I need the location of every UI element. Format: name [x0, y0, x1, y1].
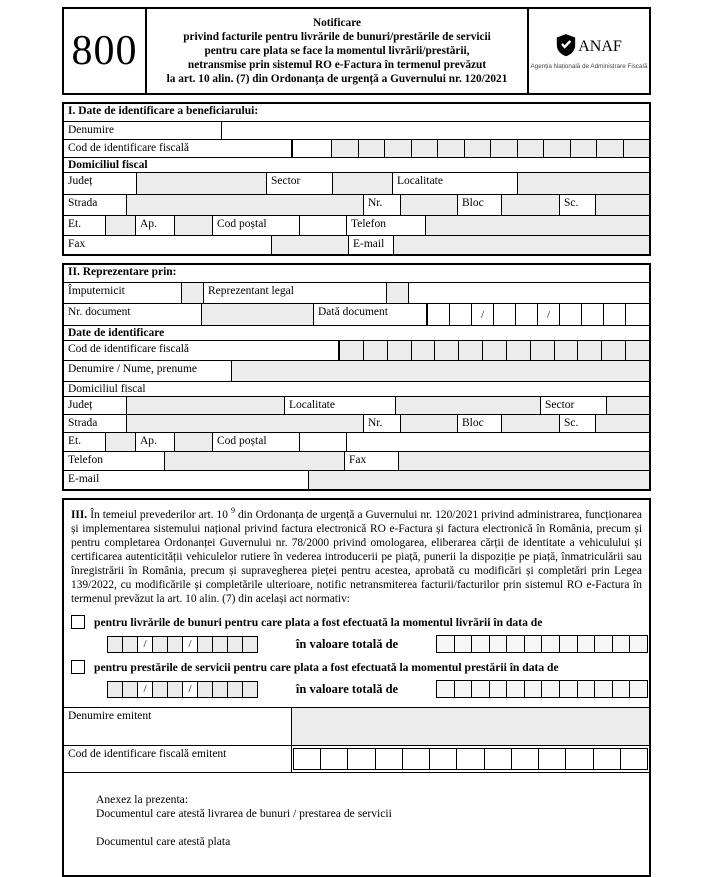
char-cell[interactable] — [107, 636, 123, 653]
data-document-label: Dată document — [313, 304, 427, 325]
issuer-table — [64, 707, 649, 773]
annex-doc-delivery: Documentul care atestă livrarea de bunuri / prestarea de servicii — [96, 807, 392, 821]
char-cell[interactable] — [167, 681, 183, 698]
denumire-label: Denumire — [64, 122, 222, 139]
char-cell[interactable] — [292, 140, 332, 157]
char-cell[interactable] — [577, 635, 596, 653]
char-cell[interactable] — [456, 748, 484, 770]
char-cell[interactable] — [402, 748, 430, 770]
char-cell[interactable] — [458, 341, 483, 360]
row-strada-2 — [64, 414, 649, 432]
char-cell[interactable] — [331, 140, 359, 157]
nr-label: Nr. — [363, 195, 401, 215]
option-goods — [71, 615, 649, 629]
char-cell[interactable] — [489, 680, 508, 698]
goods-option-label: pentru livrările de bunuri pentru care plata a fost efectuată la momentul livrării în data de — [94, 615, 543, 629]
domiciliu-fiscal-heading: Domiciliul fiscal — [64, 381, 649, 396]
judet-label: Județ — [64, 173, 137, 194]
char-cell[interactable] — [449, 304, 472, 325]
char-cell[interactable] — [387, 341, 412, 360]
spacer — [409, 283, 649, 303]
char-cell[interactable] — [363, 341, 388, 360]
fax-label: Fax — [344, 452, 399, 470]
cod-fiscal-cells — [292, 140, 649, 157]
cod-fiscal-emitent-cells — [292, 746, 649, 772]
et-label: Et. — [64, 216, 106, 235]
email-input[interactable] — [309, 471, 649, 489]
char-cell[interactable] — [411, 341, 436, 360]
ap-input[interactable] — [175, 433, 213, 451]
fax-label: Fax — [64, 236, 272, 254]
cod-fiscal-cells — [339, 341, 649, 360]
char-cell[interactable] — [594, 635, 613, 653]
char-cell[interactable] — [493, 304, 516, 325]
form-800 — [62, 7, 651, 877]
char-cell[interactable] — [471, 680, 490, 698]
char-cell[interactable] — [612, 680, 631, 698]
date-separator: / — [137, 636, 153, 653]
telefon-input[interactable] — [165, 452, 345, 470]
form-title — [145, 7, 529, 95]
localitate-input[interactable] — [396, 397, 541, 414]
row-etaj-2 — [64, 432, 649, 451]
imputernicit-checkbox[interactable] — [182, 283, 204, 303]
sc-input[interactable] — [596, 415, 649, 432]
title-line: netransmise prin sistemul RO e-Factura în termenul prevăzut — [187, 59, 487, 71]
reprezentant-legal-checkbox[interactable] — [387, 283, 409, 303]
row-fax — [64, 235, 649, 254]
char-cell[interactable] — [554, 341, 579, 360]
localitate-label: Localitate — [284, 397, 396, 414]
services-option-label: pentru prestările de servicii pentru care plata a fost efectuată la momentul prestării în data de — [94, 660, 559, 674]
ap-label: Ap. — [135, 433, 175, 451]
char-cell[interactable] — [212, 681, 228, 698]
imputernicit-label: Împuternicit — [64, 283, 182, 303]
section-2-title: II. Reprezentare prin: — [68, 266, 177, 278]
services-value-cells — [436, 680, 648, 698]
char-cell[interactable] — [339, 341, 364, 360]
judet-label: Județ — [64, 397, 127, 414]
goods-values — [107, 635, 649, 653]
char-cell[interactable] — [471, 635, 490, 653]
char-cell[interactable] — [411, 140, 439, 157]
form-number-box — [62, 7, 147, 95]
section-3-notification — [62, 498, 651, 877]
char-cell[interactable] — [538, 748, 566, 770]
form-header — [62, 7, 651, 95]
nr-input[interactable] — [401, 195, 458, 215]
char-cell[interactable] — [623, 140, 650, 157]
date-separator: / — [537, 304, 560, 325]
char-cell[interactable] — [570, 140, 598, 157]
char-cell[interactable] — [227, 681, 243, 698]
goods-date-cells — [107, 636, 258, 653]
char-cell[interactable] — [482, 341, 507, 360]
cod-postal-input[interactable] — [300, 216, 347, 235]
superscript-9: 9 — [230, 506, 235, 515]
char-cell[interactable] — [454, 635, 473, 653]
char-cell[interactable] — [596, 140, 624, 157]
sc-label: Sc. — [559, 415, 596, 432]
row-denumire — [64, 121, 649, 139]
row-etaj — [64, 215, 649, 235]
char-cell[interactable] — [197, 681, 213, 698]
fax-input[interactable] — [272, 236, 349, 254]
option-services — [71, 660, 649, 674]
title-line: privind facturile pentru livrările de bunuri/prestările de servicii — [183, 31, 491, 43]
char-cell[interactable] — [541, 635, 560, 653]
goods-value-label: în valoare totală de — [295, 636, 399, 651]
char-cell[interactable] — [541, 680, 560, 698]
char-cell[interactable] — [293, 748, 321, 770]
char-cell[interactable] — [320, 748, 348, 770]
row-cod-fiscal-emitent — [64, 745, 649, 772]
fax-input[interactable] — [399, 452, 649, 470]
strada-label: Strada — [64, 195, 127, 215]
char-cell[interactable] — [227, 636, 243, 653]
row-cod-fiscal-2 — [64, 340, 649, 360]
strada-input[interactable] — [127, 195, 364, 215]
goods-value-cells — [436, 635, 648, 653]
row-cod-fiscal — [64, 139, 649, 157]
sector-label: Sector — [266, 173, 333, 194]
char-cell[interactable] — [167, 636, 183, 653]
goods-checkbox[interactable] — [71, 615, 85, 629]
char-cell[interactable] — [625, 341, 649, 360]
char-cell[interactable] — [577, 341, 602, 360]
email-label: E-mail — [64, 471, 309, 489]
char-cell[interactable] — [152, 636, 168, 653]
bloc-label: Bloc — [457, 195, 502, 215]
char-cell[interactable] — [593, 748, 621, 770]
char-cell[interactable] — [620, 748, 648, 770]
char-cell[interactable] — [543, 140, 571, 157]
denumire-nume-input[interactable] — [232, 361, 649, 381]
char-cell[interactable] — [581, 304, 604, 325]
char-cell[interactable] — [530, 341, 555, 360]
anaf-shield-icon — [556, 33, 576, 62]
sector-input[interactable] — [607, 397, 649, 414]
email-input[interactable] — [394, 236, 649, 254]
ap-label: Ap. — [135, 216, 175, 235]
char-cell[interactable] — [629, 680, 648, 698]
services-value-label: în valoare totală de — [295, 681, 399, 696]
char-cell[interactable] — [122, 636, 138, 653]
denumire-emitent-input[interactable] — [292, 708, 649, 745]
section-1-beneficiary — [62, 102, 651, 256]
et-input[interactable] — [106, 433, 136, 451]
section-2-representation — [62, 263, 651, 491]
char-cell[interactable] — [601, 341, 626, 360]
date-separator: / — [137, 681, 153, 698]
ap-input[interactable] — [175, 216, 213, 235]
legal-paragraph: III. În temeiul prevederilor art. 10 $^9$ din Ordonanța de urgență a Guvernului nr. 120/2021 privind administrarea, funcționarea și implementarea sistemului național privind factura electronică RO e-Factura și factura electronică în România, precum și pentru completarea Ordonanței Guvernului nr. 78/2000 privind omologarea, eliberarea cărții de identitate a vehiculului și certificarea autenticității vehiculelor rutiere în vederea introducerii pe piață, punerii la dispoziție pe piață, înmatriculării sau înregistrării în România, precum și supravegherea pieței pentru acestea, aprobată cu modificări și completări prin Legea 139/2022, cu modificările și completările ulterioare, notific netransmiterea facturii/facturilor prin sistemul RO e-Factura în termenul prevăzut la art. 10 alin. (7) din același act normativ: — [71, 506, 642, 606]
char-cell[interactable] — [242, 636, 258, 653]
bloc-label: Bloc — [457, 415, 502, 432]
annex-doc-payment: Documentul care atestă plata — [96, 835, 231, 849]
services-values — [107, 680, 649, 698]
title-line: Notificare — [312, 17, 362, 29]
row-judet-2 — [64, 396, 649, 414]
form-number: 800 — [71, 28, 138, 74]
char-cell[interactable] — [347, 748, 375, 770]
localitate-label: Localitate — [392, 173, 518, 194]
char-cell[interactable] — [384, 140, 412, 157]
char-cell[interactable] — [152, 681, 168, 698]
char-cell[interactable] — [454, 680, 473, 698]
row-judet — [64, 172, 649, 194]
row-denumire-emitent — [64, 708, 649, 745]
row-document — [64, 303, 649, 325]
sc-label: Sc. — [559, 195, 596, 215]
char-cell[interactable] — [427, 304, 450, 325]
sc-input[interactable] — [596, 195, 649, 215]
cod-postal-input[interactable] — [300, 433, 347, 451]
annex-heading: Anexez la prezenta: — [96, 793, 189, 807]
date-identificare-heading: Date de identificare — [64, 325, 649, 340]
denumire-input[interactable] — [222, 122, 649, 139]
char-cell[interactable] — [489, 635, 508, 653]
nr-document-input[interactable] — [202, 304, 314, 325]
cod-fiscal-emitent-label: Cod de identificare fiscală emitent — [64, 746, 292, 772]
char-cell[interactable] — [375, 748, 403, 770]
char-cell[interactable] — [629, 635, 648, 653]
anaf-logo — [527, 7, 651, 95]
char-cell[interactable] — [625, 304, 648, 325]
telefon-input[interactable] — [426, 216, 649, 235]
anaf-logo-text: ANAF — [578, 38, 622, 55]
denumire-emitent-label: Denumire emitent — [64, 708, 292, 745]
char-cell[interactable] — [122, 681, 138, 698]
title-line: pentru care plata se face la momentul livrării/prestării, — [204, 45, 470, 57]
date-separator: / — [182, 636, 198, 653]
section-3-marker: III. — [71, 508, 88, 521]
telefon-label: Telefon — [346, 216, 426, 235]
telefon-label: Telefon — [64, 452, 165, 470]
char-cell[interactable] — [559, 635, 578, 653]
row-email-2 — [64, 470, 649, 489]
sector-input[interactable] — [333, 173, 393, 194]
cod-fiscal-label: Cod de identificare fiscală — [64, 341, 339, 360]
char-cell[interactable] — [511, 748, 539, 770]
char-cell[interactable] — [594, 680, 613, 698]
nr-label: Nr. — [363, 415, 401, 432]
email-label: E-mail — [348, 236, 394, 254]
char-cell[interactable] — [559, 680, 578, 698]
char-cell[interactable] — [107, 681, 123, 698]
char-cell[interactable] — [515, 304, 538, 325]
char-cell[interactable] — [565, 748, 593, 770]
char-cell[interactable] — [517, 140, 545, 157]
et-input[interactable] — [106, 216, 136, 235]
denumire-nume-label: Denumire / Nume, prenume — [64, 361, 232, 381]
char-cell[interactable] — [464, 140, 492, 157]
char-cell[interactable] — [212, 636, 228, 653]
char-cell[interactable] — [506, 680, 525, 698]
row-telefon-2 — [64, 451, 649, 470]
char-cell[interactable] — [436, 680, 455, 698]
cod-fiscal-label: Cod de identificare fiscală — [64, 140, 292, 157]
cod-postal-label: Cod poștal — [212, 433, 300, 451]
cod-postal-label: Cod poștal — [212, 216, 300, 235]
judet-input[interactable] — [137, 173, 267, 194]
char-cell[interactable] — [577, 680, 596, 698]
row-reprezentare — [64, 282, 649, 303]
char-cell[interactable] — [358, 140, 386, 157]
services-checkbox[interactable] — [71, 660, 85, 674]
judet-input[interactable] — [127, 397, 285, 414]
title-line: la art. 10 alin. (7) din Ordonanța de urgență a Guvernului nr. 120/2021 — [166, 73, 508, 85]
date-separator: / — [471, 304, 494, 325]
char-cell[interactable] — [434, 341, 459, 360]
strada-input[interactable] — [127, 415, 364, 432]
et-label: Et. — [64, 433, 106, 451]
reprezentant-legal-label: Reprezentant legal — [203, 283, 387, 303]
bloc-input[interactable] — [502, 195, 560, 215]
annex-block — [64, 773, 649, 849]
services-date-cells — [107, 681, 258, 698]
localitate-input[interactable] — [518, 173, 649, 194]
char-cell[interactable] — [559, 304, 582, 325]
anaf-tagline: Agenția Națională de Administrare Fiscală — [530, 62, 648, 70]
char-cell[interactable] — [429, 748, 457, 770]
char-cell[interactable] — [490, 140, 518, 157]
char-cell[interactable] — [506, 635, 525, 653]
sector-label: Sector — [540, 397, 607, 414]
char-cell[interactable] — [197, 636, 213, 653]
nr-document-label: Nr. document — [64, 304, 202, 325]
section-1-title: I. Date de identificare a beneficiarului: — [68, 105, 259, 117]
char-cell[interactable] — [524, 680, 543, 698]
spacer — [347, 433, 649, 451]
date-separator: / — [182, 681, 198, 698]
row-strada — [64, 194, 649, 215]
bloc-input[interactable] — [502, 415, 560, 432]
char-cell[interactable] — [612, 635, 631, 653]
nr-input[interactable] — [401, 415, 458, 432]
data-document-cells — [427, 304, 648, 325]
strada-label: Strada — [64, 415, 127, 432]
char-cell[interactable] — [506, 341, 531, 360]
row-denumire-nume — [64, 360, 649, 381]
char-cell[interactable] — [484, 748, 512, 770]
char-cell[interactable] — [437, 140, 465, 157]
domiciliu-fiscal-heading: Domiciliul fiscal — [64, 157, 649, 172]
char-cell[interactable] — [242, 681, 258, 698]
char-cell[interactable] — [524, 635, 543, 653]
char-cell[interactable] — [436, 635, 455, 653]
char-cell[interactable] — [603, 304, 626, 325]
